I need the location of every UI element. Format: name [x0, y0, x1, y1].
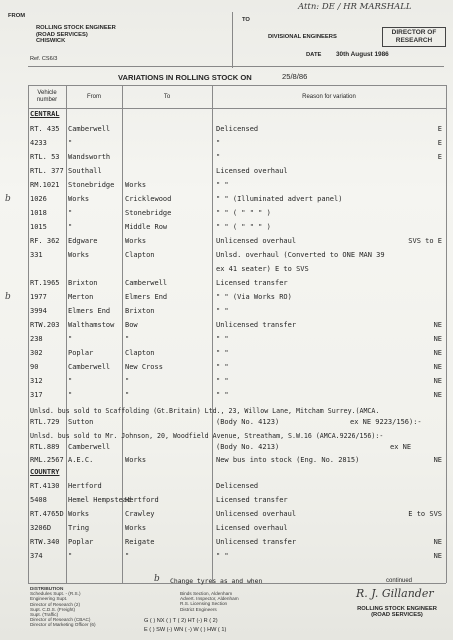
to-depot: Bow	[125, 321, 138, 329]
distribution-item: Advert. Inspector, Aldenham	[180, 596, 239, 602]
reason: Delicensed	[216, 125, 259, 133]
from-depot: Camberwell	[68, 125, 111, 133]
vehicle-number: RF. 362	[30, 237, 60, 245]
reason: " " ( " " " )	[216, 209, 271, 217]
code: E	[437, 125, 442, 133]
table-row	[0, 151, 453, 164]
table-row	[0, 522, 453, 535]
signoff	[352, 606, 442, 619]
table-row	[0, 389, 453, 402]
code: NE	[433, 391, 442, 399]
from-depot: Hemel Hempstead	[68, 496, 132, 504]
vehicle-number: 5408	[30, 496, 47, 504]
code: NE	[433, 552, 442, 560]
date-value: 30th August 1986	[336, 51, 389, 58]
vehicle-number: 4233	[30, 139, 47, 147]
column-header-to: To	[163, 94, 171, 100]
reason: Licensed overhaul	[216, 167, 288, 175]
table-row	[0, 416, 453, 429]
to-depot: Clapton	[125, 349, 155, 357]
signoff-line: ROLLING STOCK ENGINEER	[357, 606, 437, 612]
table-row	[0, 536, 453, 549]
reason: " "	[216, 552, 229, 560]
distribution-item: Binds Section, Aldenham	[180, 591, 233, 596]
reason: Unlicensed transfer	[216, 321, 297, 329]
from-depot: Poplar	[68, 349, 94, 357]
table-header-rule	[28, 108, 446, 109]
table-row	[0, 165, 453, 178]
column-header-line: Vehicle	[37, 90, 57, 96]
from-depot: Edgware	[68, 237, 98, 245]
distribution-title: DISTRIBUTION	[30, 586, 64, 591]
vehicle-number: 1977	[30, 293, 47, 301]
to-depot: Camberwell	[125, 279, 168, 287]
to-value: DIVISIONAL ENGINEERS	[268, 34, 337, 40]
distribution-item: Supt. C.D.S. (Freight)	[30, 606, 76, 612]
to-depot: "	[125, 391, 130, 399]
reason: " " (Via Works RO)	[216, 293, 292, 301]
from-depot: Wandsworth	[68, 153, 111, 161]
distribution-list	[30, 586, 96, 628]
reason: Licensed overhaul	[216, 524, 288, 532]
vehicle-number: RTL.889	[30, 443, 60, 451]
reason: Licensed transfer	[216, 279, 288, 287]
title: VARIATIONS IN ROLLING STOCK ON	[118, 73, 252, 82]
vehicle-number: 1026	[30, 195, 47, 203]
vehicle-number: 1018	[30, 209, 47, 217]
reason: Unlicensed transfer	[216, 538, 297, 546]
table-row	[0, 550, 453, 563]
header-rule	[28, 66, 444, 67]
continued-label: continued	[386, 578, 413, 584]
reason: "	[216, 139, 221, 147]
vehicle-number: RTL. 53	[30, 153, 60, 161]
from-depot: "	[68, 552, 73, 560]
reason: " "	[216, 377, 229, 385]
from-depot: Camberwell	[68, 443, 111, 451]
table-row	[0, 235, 453, 248]
code: NE	[433, 321, 442, 329]
reason: " "	[216, 307, 229, 315]
from-line: (ROAD SERVICES)	[36, 31, 88, 38]
from-depot: Tring	[68, 524, 90, 532]
vehicle-number: RTL.729	[30, 418, 60, 426]
from-depot: A.E.C.	[68, 456, 94, 464]
code: ex NE 9223/156):-	[350, 418, 422, 426]
to-depot: "	[125, 377, 130, 385]
to-depot: Brixton	[125, 307, 155, 315]
table-row	[0, 333, 453, 346]
sale-note-1: Unlsd. bus sold to Scaffolding (Gt.Britain) Ltd., 23, Willow Lane, Mitcham Surrey.(AMCA.	[30, 407, 380, 415]
to-depot: Works	[125, 524, 147, 532]
depot-codes-line: E ( ) SW (-) WN ( -) W ( ) HW ( 1)	[144, 627, 227, 633]
table-row	[0, 179, 453, 192]
distribution-item: District Engineers	[180, 606, 217, 612]
from-depot: Elmers End	[68, 307, 111, 315]
vehicle-number: 90	[30, 363, 39, 371]
from-depot: "	[68, 209, 73, 217]
table-row	[0, 193, 453, 206]
vehicle-number: 302	[30, 349, 43, 357]
received-stamp	[382, 27, 446, 47]
to-label: TO	[242, 17, 250, 23]
from-depot: "	[68, 335, 73, 343]
reason: Unlsd. overhaul (Converted to ONE MAN 39	[216, 251, 385, 259]
table-row	[0, 277, 453, 290]
from-depot: Works	[68, 251, 90, 259]
handwritten-mark: b	[5, 194, 11, 204]
vehicle-number: RT.1965	[30, 279, 60, 287]
column-header-from: From	[87, 94, 101, 100]
reason: " "	[216, 335, 229, 343]
vehicle-number: RT. 435	[30, 125, 60, 133]
table-row	[0, 221, 453, 234]
table-row	[0, 123, 453, 136]
to-depot: Crawley	[125, 510, 155, 518]
table-row	[0, 441, 453, 454]
vehicle-number: 312	[30, 377, 43, 385]
to-depot: Works	[125, 237, 147, 245]
distribution-list-secondary	[180, 591, 239, 612]
vehicle-number: 1015	[30, 223, 47, 231]
reason: " "	[216, 349, 229, 357]
code: NE	[433, 377, 442, 385]
from-line: ROLLING STOCK ENGINEER	[36, 25, 116, 31]
to-depot: Reigate	[125, 538, 155, 546]
from-depot: "	[68, 377, 73, 385]
table-top-rule	[28, 85, 446, 86]
section-label-country: COUNTRY	[30, 468, 60, 476]
to-depot: Works	[125, 456, 147, 464]
reason: Licensed transfer	[216, 496, 288, 504]
distribution-item: Engineering Supt.	[30, 596, 68, 602]
vehicle-number: 331	[30, 251, 43, 259]
vehicle-number: RTL. 377	[30, 167, 64, 175]
from-depot: Camberwell	[68, 363, 111, 371]
code: ex NE	[390, 443, 412, 451]
vehicle-number: RT.4765D	[30, 510, 64, 518]
to-depot: Stonebridge	[125, 209, 172, 217]
reason: " " ( " " " )	[216, 223, 271, 231]
vehicle-number: RTW.203	[30, 321, 60, 329]
reason: Unlicensed overhaul	[216, 237, 297, 245]
reason: " " (Illuminated advert panel)	[216, 195, 343, 203]
depot-codes-line: G ( ) NX ( ) T ( 2) HT (-) R ( 2)	[144, 618, 218, 624]
reason: Delicensed	[216, 482, 259, 490]
distribution-item: Supt. (Traffic)	[30, 612, 59, 618]
distribution-item: Director of Research (CBAC)	[30, 617, 91, 623]
from-depot: Hertford	[68, 482, 102, 490]
reason: " "	[216, 391, 229, 399]
vehicle-number: 238	[30, 335, 43, 343]
from-depot: Stonebridge	[68, 181, 115, 189]
code: NE	[433, 349, 442, 357]
signoff-line: (ROAD SERVICES)	[371, 612, 423, 619]
distribution-item: Schedules Supt. - (R.S.)	[30, 591, 81, 597]
from-block-label: FROM	[8, 13, 26, 19]
table-row	[0, 454, 453, 467]
table-row	[0, 137, 453, 150]
to-depot: Cricklewood	[125, 195, 172, 203]
vehicle-number: 3994	[30, 307, 47, 315]
reason: ex 41 seater) E to SVS	[216, 265, 309, 273]
table-row	[0, 347, 453, 360]
stamp-line: RESEARCH	[395, 37, 433, 44]
code: NE	[433, 456, 442, 464]
reason: " "	[216, 181, 229, 189]
from-depot: Walthamstow	[68, 321, 115, 329]
table-row	[0, 207, 453, 220]
code: NE	[433, 363, 442, 371]
vehicle-number: 374	[30, 552, 43, 560]
column-header-reason: Reason for variation	[302, 94, 356, 100]
from-depot: Works	[68, 195, 90, 203]
code: E to SVS	[408, 510, 442, 518]
change-tyres-note: Change tyres as and when	[170, 577, 263, 585]
table-row	[0, 263, 453, 276]
from-depot: "	[68, 223, 73, 231]
from-depot: Sutton	[68, 418, 94, 426]
table-row	[0, 480, 453, 493]
reason: (Body No. 4213)	[216, 443, 280, 451]
stamp-line: DIRECTOR OF	[391, 29, 437, 36]
vehicle-number: RM.1021	[30, 181, 60, 189]
to-depot: "	[125, 335, 130, 343]
to-depot: Elmers End	[125, 293, 168, 301]
table-row	[0, 319, 453, 332]
table-row	[0, 508, 453, 521]
table-row	[0, 494, 453, 507]
title-date: 25/8/86	[282, 72, 308, 81]
from-depot: "	[68, 391, 73, 399]
to-depot: New Cross	[125, 363, 163, 371]
from-depot: Brixton	[68, 279, 98, 287]
column-header-vehicle	[28, 90, 66, 103]
vehicle-number: RML.2567	[30, 456, 64, 464]
table-row	[0, 361, 453, 374]
vehicle-number: 3206D	[30, 524, 52, 532]
table-row	[0, 375, 453, 388]
header-divider	[232, 12, 233, 68]
reason: Unlicensed overhaul	[216, 510, 297, 518]
date-label: DATE	[306, 52, 322, 58]
to-depot: Hertford	[125, 496, 159, 504]
reference: Ref. CS6/3	[30, 56, 58, 62]
handwritten-annotation: Attn: DE / HR MARSHALL	[298, 2, 412, 12]
from-depot: Merton	[68, 293, 94, 301]
table-row	[0, 305, 453, 318]
sale-note-2: Unlsd. bus sold to Mr. Johnson, 20, Woodfield Avenue, Streatham, S.W.16 (AMCA.9226/156):-	[30, 432, 384, 440]
reason: " "	[216, 363, 229, 371]
distribution-item: R.S. Licensing Section	[180, 601, 228, 607]
code: SVS to E	[408, 237, 442, 245]
handwritten-mark: b	[154, 574, 160, 584]
table-row	[0, 291, 453, 304]
reason: (Body No. 4123)	[216, 418, 280, 426]
section-label-central: CENTRAL	[30, 110, 60, 118]
reason: "	[216, 153, 221, 161]
from-depot: Works	[68, 510, 90, 518]
code: NE	[433, 335, 442, 343]
to-depot: Clapton	[125, 251, 155, 259]
reason: New bus into stock (Eng. No. 2815)	[216, 456, 360, 464]
table-row	[0, 249, 453, 262]
vehicle-number: RTW.340	[30, 538, 60, 546]
code: E	[437, 153, 442, 161]
distribution-item: Director of Marketing Officer (6)	[30, 622, 96, 628]
distribution-item: Director of Research (2)	[30, 601, 81, 607]
vehicle-number: 317	[30, 391, 43, 399]
code: E	[437, 139, 442, 147]
vehicle-number: RT.4130	[30, 482, 60, 490]
from-depot: Poplar	[68, 538, 94, 546]
from-line: CHISWICK	[36, 38, 66, 45]
from-depot: Southall	[68, 167, 102, 175]
from-block	[36, 25, 116, 45]
to-depot: "	[125, 552, 130, 560]
handwritten-mark: b	[5, 292, 11, 302]
from-depot: "	[68, 139, 73, 147]
code: NE	[433, 538, 442, 546]
to-depot: Middle Row	[125, 223, 168, 231]
column-header-line: number	[36, 96, 58, 103]
to-depot: Works	[125, 181, 147, 189]
signature: R. J. Gillander	[356, 587, 434, 600]
